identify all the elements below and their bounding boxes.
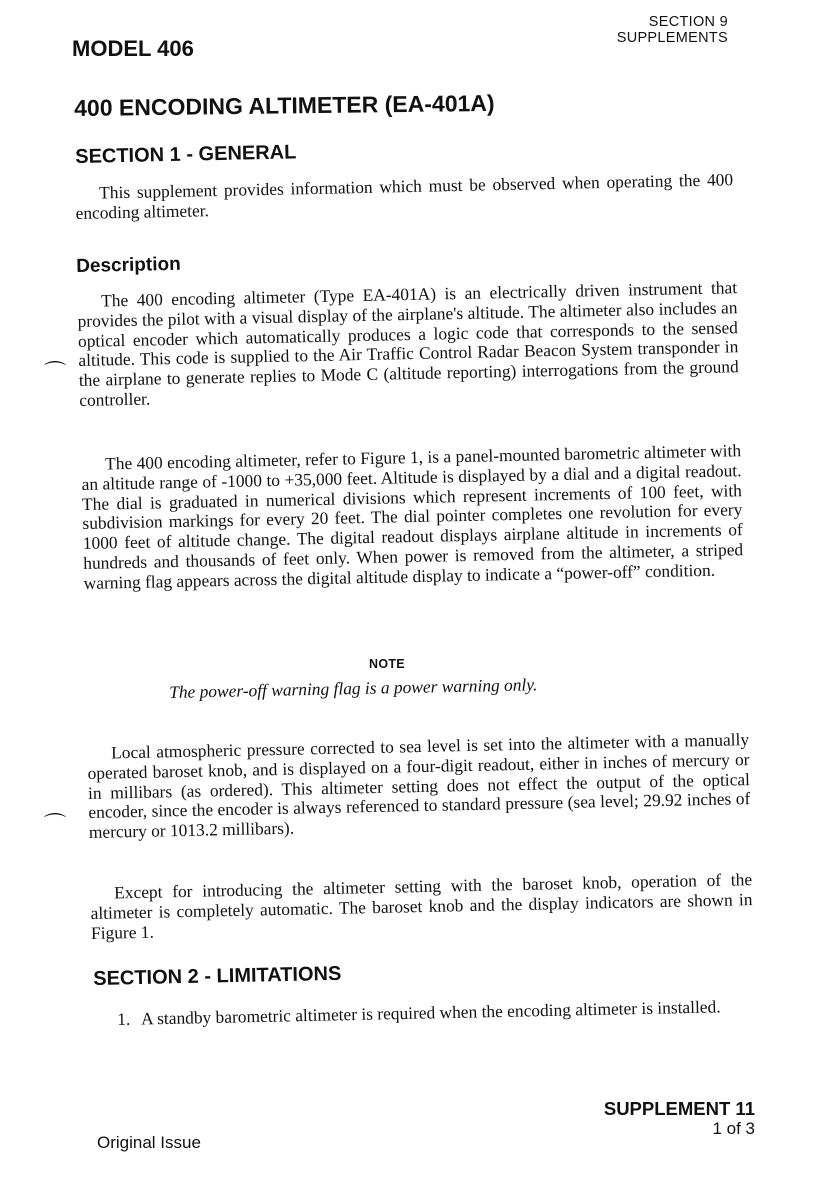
note-label: NOTE xyxy=(369,657,405,671)
model-title: MODEL 406 xyxy=(72,36,194,61)
supplement-footer xyxy=(604,1099,755,1139)
description-paragraph-4 xyxy=(90,870,753,943)
description-heading: Description xyxy=(76,253,181,277)
description-paragraph-1 xyxy=(77,278,739,411)
section-name: SUPPLEMENTS xyxy=(616,30,728,46)
description-paragraph-2 xyxy=(81,441,744,593)
document-title: 400 ENCODING ALTIMETER (EA-401A) xyxy=(74,89,495,121)
para1-text: The 400 encoding altimeter (Type EA-401A) is an electrically driven instrument that provides the pilot with a visual display of the airplane's altitude. The altimeter also includes an optical encoder which automatically produces a logic code that corresponds to the sensed altitude. This code is supplied to the Air Traffic Control Radar Beacon System transponder in the airplane to generate replies to Mode C (altitude reporting) interrogations from the ground controller. xyxy=(77,277,739,410)
intro-paragraph xyxy=(75,170,734,223)
change-bar-icon-2: ⌒ xyxy=(44,812,67,837)
intro-text: This supplement provides information which must be observed when operating the 400 encoding altimeter. xyxy=(75,169,734,223)
para4-text: Except for introducing the altimeter setting with the baroset knob, operation of the altimeter is completely automatic. The baroset knob and the display indicators are shown in Figure 1. xyxy=(90,869,753,943)
issue-label: Original Issue xyxy=(97,1133,201,1152)
para2-text: The 400 encoding altimeter, refer to Figure 1, is a panel-mounted barometric altimeter with an altitude range of -1000 to +35,000 feet. Altitude is displayed by a dial and a digital readout. The dial is graduated in numerical divisions which represent increments of 100 feet, with subdivision markings for every 20 feet. The dial pointer completes one revolution for every 1000 feet of altitude change. The digital readout displays airplane altitude in increments of hundreds and thousands of feet only. When power is removed from the altimeter, a striped warning flag appears across the digital altitude display to indicate a “power-off” condition. xyxy=(81,440,744,593)
section-header xyxy=(617,14,728,46)
description-paragraph-3 xyxy=(87,730,751,843)
page-number: 1 of 3 xyxy=(712,1119,755,1138)
section1-heading: SECTION 1 - GENERAL xyxy=(75,141,297,168)
para3-text: Local atmospheric pressure corrected to sea level is set into the altimeter with a manually operated baroset knob, and is displayed on a four-digit readout, either in inches of mercury or in millibars (as ordered). This altimeter setting does not effect the output of the optical encoder, since the encoder is always referenced to standard pressure (sea level; 29.92 inches of mercury or 1013.2 millibars). xyxy=(87,729,751,843)
supplement-number: SUPPLEMENT 11 xyxy=(603,1098,755,1119)
change-bar-icon: ⌒ xyxy=(44,360,67,385)
note-text: The power-off warning flag is a power warning only. xyxy=(168,674,538,702)
item-number: 1. xyxy=(116,1008,131,1029)
section2-heading: SECTION 2 - LIMITATIONS xyxy=(93,962,342,990)
section-label: SECTION 9 xyxy=(648,14,728,30)
limitation-item-1 xyxy=(117,997,757,1030)
item-text: A standby barometric altimeter is required when the encoding altimeter is installed. xyxy=(140,996,721,1029)
